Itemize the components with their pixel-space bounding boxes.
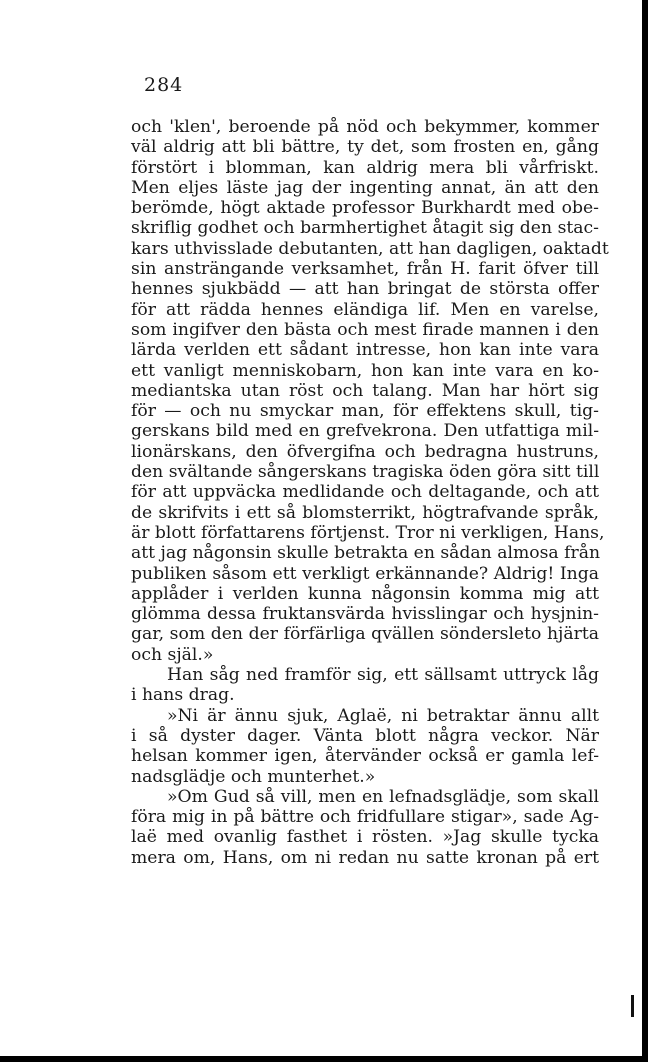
text-line: är blott författarens förtjenst. Tror ni verkligen, Hans,	[131, 522, 605, 543]
text-line: förstört i blomman, kan aldrig mera bli vårfriskt.	[131, 157, 599, 178]
text-line: för att uppväcka medlidande och deltagande, och att	[131, 482, 599, 503]
text-line: lärda verlden ett sådant intresse, hon kan inte vara	[131, 340, 599, 361]
scan-edge-bottom	[0, 1056, 648, 1062]
text-line: nadsglädje och munterhet.»	[131, 766, 376, 787]
text-line: som ingifver den bästa och mest firade mannen i den	[131, 319, 599, 340]
text-line: glömma dessa fruktansvärda hvisslingar och hysjnin-	[131, 604, 599, 625]
text-line: helsan kommer igen, återvänder också er gamla lef-	[131, 746, 599, 767]
scan-edge-right	[642, 0, 648, 1062]
text-line: publiken såsom ett verkligt erkännande? Aldrig! Inga	[131, 563, 599, 584]
text-line: Men eljes läste jag der ingenting annat, än att den	[131, 177, 599, 198]
text-line: och 'klen', beroende på nöd och bekymmer, kommer	[131, 117, 599, 137]
text-line: berömde, högt aktade professor Burkhardt med obe-	[131, 198, 599, 219]
text-line: Han såg ned framför sig, ett sällsamt uttryck låg	[167, 665, 599, 686]
text-line: skriflig godhet och barmhertighet åtagit sig den stac-	[131, 218, 599, 239]
scan-margin-mark	[631, 995, 634, 1017]
text-line: mera om, Hans, om ni redan nu satte kronan på ert	[131, 847, 599, 868]
text-line: och själ.»	[131, 644, 214, 665]
text-line: den svältande sångerskans tragiska öden göra sitt till	[131, 462, 600, 483]
text-line: för — och nu smyckar man, för effektens skull, tig-	[131, 401, 599, 422]
text-line: laë med ovanlig fasthet i rösten. »Jag skulle tycka	[131, 827, 599, 848]
text-line: hennes sjukbädd — att han bringat de största offer	[131, 279, 599, 300]
text-line: mediantska utan röst och talang. Man har hört sig	[131, 380, 599, 401]
text-line: föra mig in på bättre och fridfullare stigar», sade Ag-	[131, 807, 599, 828]
text-line: i hans drag.	[131, 685, 235, 706]
text-line: i så dyster dager. Vänta blott några veckor. När	[131, 725, 599, 746]
text-line: »Om Gud så vill, men en lefnadsglädje, som skall	[167, 786, 599, 807]
page-number: 284	[144, 74, 184, 96]
text-line: lionärskans, den öfvergifna och bedragna hustruns,	[131, 441, 599, 462]
text-line: de skrifvits i ett så blomsterrikt, högtrafvande språk,	[131, 502, 599, 523]
text-line: för att rädda hennes eländiga lif. Men en varelse,	[131, 299, 599, 320]
text-line: gerskans bild med en grefvekrona. Den utfattiga mil-	[131, 421, 599, 442]
text-line: väl aldrig att bli bättre, ty det, som frosten en, gång	[131, 137, 599, 158]
text-line: gar, som den der förfärliga qvällen söndersleto hjärta	[131, 624, 599, 645]
text-line: applåder i verlden kunna någonsin komma mig att	[131, 583, 599, 604]
body-text	[131, 117, 609, 868]
text-line: »Ni är ännu sjuk, Aglaë, ni betraktar ännu allt	[167, 705, 599, 726]
text-line: kars uthvisslade debutanten, att han dagligen, oaktadt	[131, 238, 609, 259]
text-line: sin ansträngande verksamhet, från H. farit öfver till	[131, 259, 599, 280]
text-line: att jag någonsin skulle betrakta en sådan almosa från	[131, 543, 601, 564]
text-line: ett vanligt menniskobarn, hon kan inte vara en ko-	[131, 360, 599, 381]
